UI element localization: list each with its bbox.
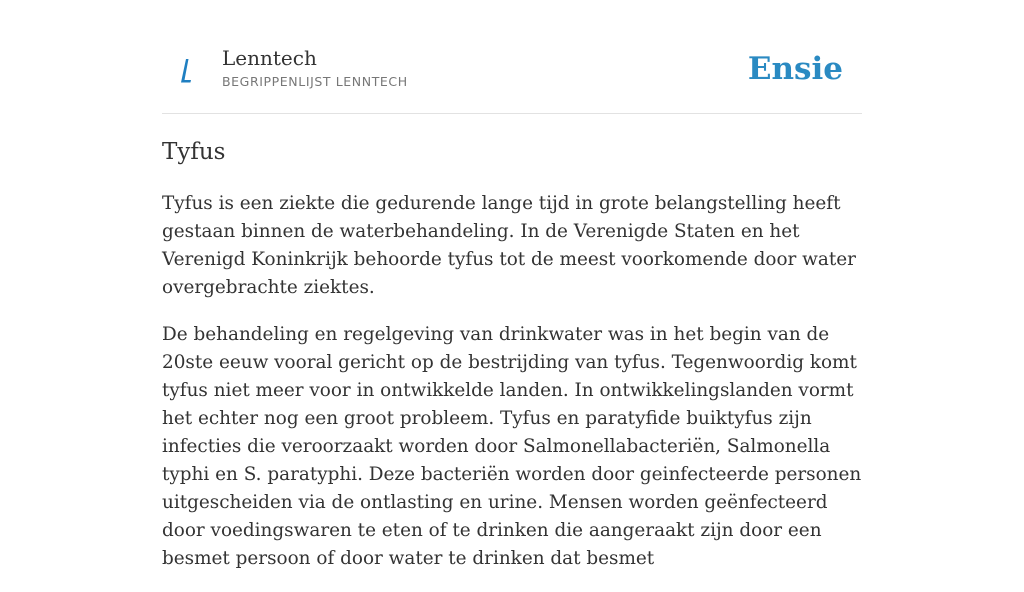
page-title: Tyfus: [162, 139, 226, 165]
lenntech-logo-icon[interactable]: [176, 50, 196, 90]
lenntech-logo-svg: [176, 50, 196, 90]
article-paragraph-2: De behandeling en regelgeving van drinkwater was in het begin van de 20ste eeuw vooral gericht op de bestrijding van tyfus. Tegenwoordig komt tyfus niet meer voor in ontwikkelde landen. In ontwikkelingslanden vormt het echter nog een groot probleem. Tyfus en paratyfide buiktyfus zijn infecties die veroorzaakt worden door Salmonellabacteriën, Salmonella typhi en S. paratyphi. Deze bacteriën worden door geinfecteerde personen uitgescheiden via de ontlasting en urine. Mensen worden geënfecteerd door voedingswaren te eten of te drinken die aangeraakt zijn door een besmet persoon of door water te drinken dat besmet: [162, 324, 862, 569]
article-paragraph-1: Tyfus is een ziekte die gedurende lange tijd in grote belangstelling heeft gestaan binnen de waterbehandeling. In de Verenigde Staten en het Verenigd Koninkrijk behoorde tyfus tot de meest voorkomende door water overgebrachte ziektes.: [162, 193, 856, 298]
source-name[interactable]: Lenntech: [222, 46, 317, 70]
ensie-logo[interactable]: Ensie: [747, 51, 843, 87]
article-body: [162, 190, 862, 592]
header: [162, 40, 862, 114]
source-subtitle[interactable]: BEGRIPPENLIJST LENNTECH: [222, 74, 408, 89]
